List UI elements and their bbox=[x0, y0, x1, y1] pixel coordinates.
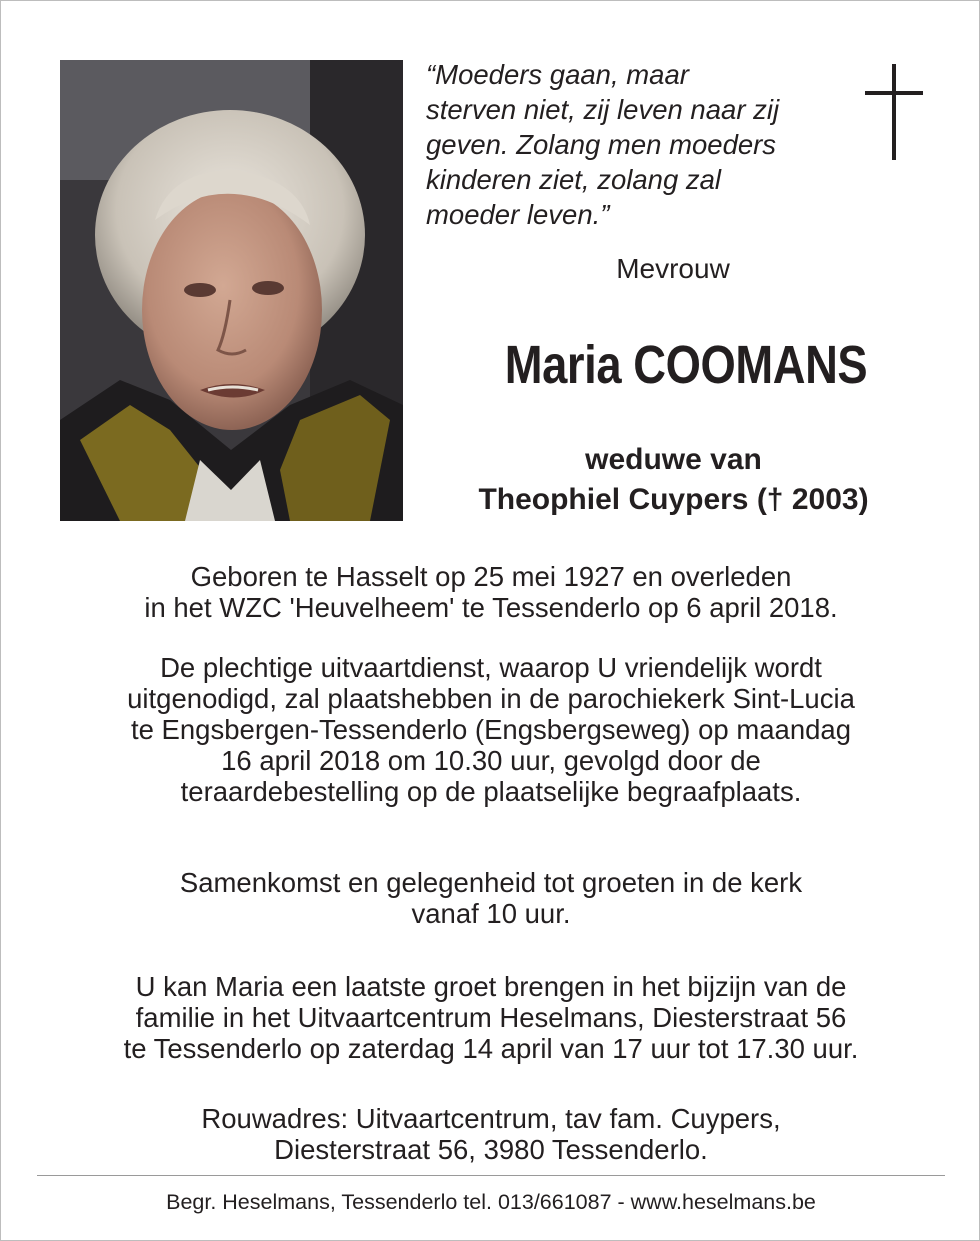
quote-line: “Moeders gaan, maar bbox=[426, 59, 689, 90]
text-line: Rouwadres: Uitvaartcentrum, tav fam. Cuypers, bbox=[201, 1103, 781, 1134]
visitation-paragraph bbox=[41, 971, 941, 1064]
text-line: in het WZC 'Heuvelheem' te Tessenderlo op 6 april 2018. bbox=[144, 592, 838, 623]
portrait-photo bbox=[60, 60, 403, 521]
text-line: U kan Maria een laatste groet brengen in het bijzijn van de bbox=[135, 971, 847, 1002]
memorial-quote bbox=[426, 57, 846, 232]
text-line: te Engsbergen-Tessenderlo (Engsbergseweg) op maandag bbox=[130, 714, 852, 745]
quote-line: sterven niet, zij leven naar zij bbox=[426, 94, 780, 125]
funeral-home-footer: Begr. Heselmans, Tessenderlo tel. 013/661087 - www.heselmans.be bbox=[166, 1190, 816, 1214]
text-line: Diesterstraat 56, 3980 Tessenderlo. bbox=[274, 1134, 708, 1165]
mourning-address bbox=[41, 1103, 941, 1165]
gathering-paragraph bbox=[41, 867, 941, 929]
quote-line: geven. Zolang men moeders bbox=[426, 129, 777, 160]
footer-divider bbox=[37, 1175, 945, 1176]
text-line: De plechtige uitvaartdienst, waarop U vriendelijk wordt bbox=[160, 652, 822, 683]
text-line: uitgenodigd, zal plaatshebben in de parochiekerk Sint-Lucia bbox=[127, 683, 855, 714]
text-line: Samenkomst en gelegenheid tot groeten in de kerk bbox=[179, 867, 803, 898]
quote-line: kinderen ziet, zolang zal bbox=[426, 164, 722, 195]
text-line: teraardebestelling op de plaatselijke begraafplaats. bbox=[180, 776, 802, 807]
birth-death-paragraph bbox=[41, 561, 941, 623]
funeral-paragraph bbox=[41, 652, 941, 807]
spouse-info bbox=[421, 440, 926, 520]
deceased-name: Maria COOMANS bbox=[504, 335, 868, 395]
text-line: familie in het Uitvaartcentrum Heselmans, Diesterstraat 56 bbox=[135, 1002, 847, 1033]
widow-label: weduwe van bbox=[585, 443, 762, 476]
spouse-name: Theophiel Cuypers († 2003) bbox=[478, 483, 869, 516]
text-line: vanaf 10 uur. bbox=[411, 898, 571, 929]
honorific: Mevrouw bbox=[616, 253, 730, 284]
text-line: Geboren te Hasselt op 25 mei 1927 en overleden bbox=[190, 561, 792, 592]
text-line: 16 april 2018 om 10.30 uur, gevolgd door de bbox=[221, 745, 761, 776]
latin-cross-icon bbox=[865, 64, 923, 160]
text-line: te Tessenderlo op zaterdag 14 april van 17 uur tot 17.30 uur. bbox=[123, 1033, 859, 1064]
quote-line: moeder leven.” bbox=[426, 199, 610, 230]
